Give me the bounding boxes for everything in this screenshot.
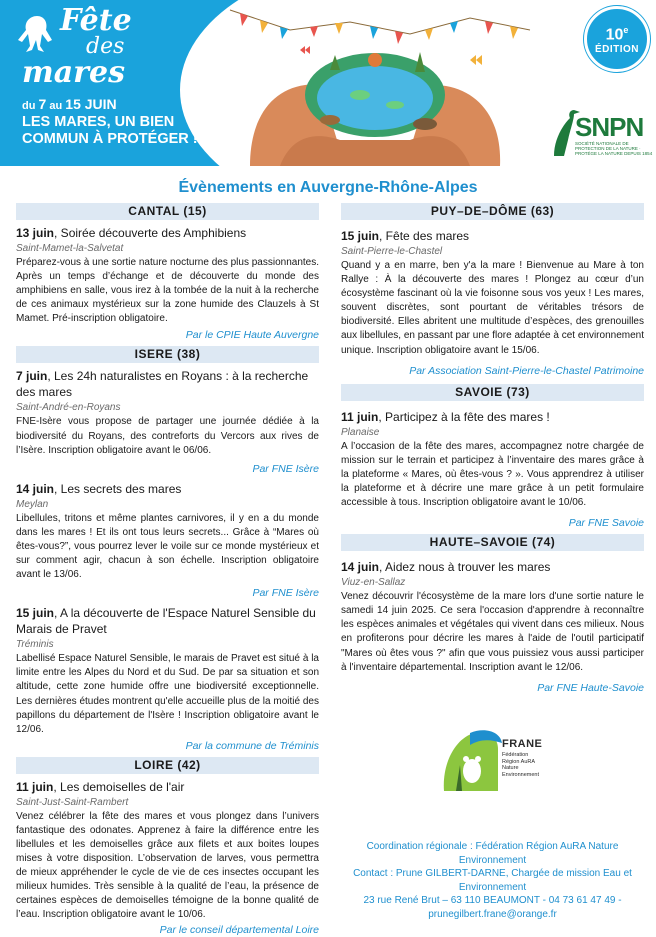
contact-footer [341, 840, 644, 922]
event-card [341, 559, 644, 696]
event-organizer: Par FNE Savoie [568, 517, 644, 530]
page-title: Évènements en Auvergne-Rhône-Alpes [178, 179, 478, 196]
event-dates [22, 96, 117, 112]
event-organizer: Par FNE Isère [252, 587, 319, 600]
event-card [341, 228, 644, 379]
event-place: Tréminis [16, 639, 54, 651]
event-title: 14 juin, Aidez nous à trouver les mares [341, 560, 551, 575]
event-organizer: Par FNE Haute-Savoie [537, 681, 644, 694]
logo-line-mares: mares [22, 55, 125, 90]
dept-header-savoie: SAVOIE (73) [341, 384, 644, 401]
event-card [16, 779, 319, 937]
event-place: Meylan [16, 498, 49, 510]
dept-header-puy-de-dome: PUY–DE–DÔME (63) [341, 203, 644, 220]
event-description: Venez découvrir l'écosystème de la mare lors d'une sortie nature le samedi 14 juin 2025. Ce sera l'occasion d'apprendre à reconnaître les espèces animales et végétales qui vivent dans ces milieux. Nous en profiterons pour décrire les mares à l'aide de l'outil participatif "Mares où êtes vous ?" afin que vous puissiez vous aussi participer à l'inventaire départemental. Inscription avant le 12/06. [341, 591, 644, 673]
dates-end: 15 JUIN [65, 96, 117, 112]
event-organizer: Par le conseil départemental Loire [159, 923, 319, 936]
event-organizer: Par le CPIE Haute Auvergne [185, 329, 319, 342]
event-description: FNE-Isère vous propose de partager une journée dédiée à la biodiversité du Royans, des contreforts du Vercors aux rives de l’Isère. Inscription obligatoire avant le 06/06. [16, 416, 319, 456]
event-description: Labellisé Espace Naturel Sensible, le marais de Pravet est situé à la limite entre les Alpes du Nord et du Sud. De par sa situation et son altitude, cette zone humide offre une biodiversité exceptionnelle. Les dernières études montrent qu'elle accueille plus de la moitié des papillons du département de l'Isère ! Inscription obligatoire avant le 12/06. [16, 653, 319, 735]
event-title: 11 juin, Les demoiselles de l'air [16, 779, 185, 794]
event-description: Venez célébrer la fête des mares et vous plongez dans l’univers fantastique des odonates. Apprenez à faire la différence entre les libellules et les demoiselles grâce aux filets et aux boites loupes mises à votre disposition. L’observation de larves, vous permettra de mieux appréhender le cycle de vie de ces insectes occupant les milieux humides. Très sensible à la qualité de l’eau, la présence de certaines espèces de demoiselles témoigne de la bonne qualité de l’eau. Inscription obligatoire avant le 10/06. [16, 810, 319, 921]
footer-email[interactable]: prunegilbert.frane@orange.fr [428, 908, 557, 920]
event-logo-title [18, 3, 208, 90]
dates-start: 7 [38, 96, 47, 112]
event-description: Quand y a en marre, ben y'a la mare ! Bienvenue au Mare à ton Rallye : À la découverte des mares ! Plongez au cœur d’un écosystème fascinant où la vie foisonne sous vos yeux ! Les mares, souvent discrètes, sont pourtant de véritables trésors de biodiversité. Elles abritent une multitude d’espèces, des grenouilles aux libellules, en passant par une flore adaptée à cet environnement unique. Inscription obligatoire avant le 15/06. [341, 260, 644, 356]
dates-mid: au [49, 100, 63, 112]
logo-line-fete: Fête [60, 3, 132, 38]
dept-header-loire: LOIRE (42) [16, 757, 319, 774]
right-column [341, 203, 644, 700]
event-card [341, 409, 644, 531]
event-title: 15 juin, A la découverte de l'Espace Naturel Sensible du Marais de Pravet [16, 606, 316, 637]
dates-prefix: du [22, 100, 36, 112]
snpn-name: SNPN [575, 112, 644, 142]
event-card [16, 225, 319, 343]
footer-coordination: Coordination régionale : Fédération Région AuRA Nature Environnement [366, 841, 619, 866]
edition-badge [584, 6, 650, 72]
event-slogan: LES MARES, UN BIEN COMMUN À PROTÉGER ! [22, 114, 198, 147]
event-card [16, 481, 319, 601]
event-place: Planaise [341, 426, 380, 438]
event-card [16, 605, 319, 754]
event-organizer: Par FNE Isère [252, 462, 319, 475]
event-place: Saint-André-en-Royans [16, 402, 121, 414]
dept-header-cantal: CANTAL (15) [16, 203, 319, 220]
event-place: Saint-Just-Saint-Rambert [16, 796, 129, 808]
event-place: Saint-Pierre-le-Chastel [341, 246, 443, 257]
footer-address: 23 rue René Brut – 63 110 BEAUMONT - 04 73 61 47 49 - [363, 895, 622, 907]
event-title: 14 juin, Les secrets des mares [16, 481, 182, 496]
event-description: Libellules, tritons et même plantes carnivores, il y en a du monde dans les mares ! Et ils ont tous leurs secrets... Grâce à “Mares où êtes-vous?”, vous pourrez lever le voile sur ce monde mystérieux et sur comment agir, chacun à son échelle. Inscription obligatoire avant le 13/06. [16, 512, 319, 581]
event-title: 11 juin, Participez à la fête des mares ! [341, 409, 550, 424]
event-title: 13 juin, Soirée découverte des Amphibiens [16, 226, 247, 240]
edition-label: ÉDITION [594, 44, 640, 56]
logo-line-des: des [86, 34, 125, 59]
snpn-tagline: SOCIÉTÉ NATIONALE DE PROTECTION DE LA NATURE · PROTÉGE LA NATURE DEPUIS 1854 [575, 141, 653, 156]
event-place: Saint-Mamet-la-Salvetat [16, 243, 124, 254]
event-place: Viuz-en-Sallaz [341, 577, 406, 589]
dept-header-isere: ISERE (38) [16, 346, 319, 363]
event-organizer: Par Association Saint-Pierre-le-Chastel Patrimoine [409, 364, 644, 377]
footer-contact: Contact : Prune GILBERT-DARNE, Chargée de mission Eau et Environnement [353, 868, 632, 893]
hands-pond-illustration [210, 0, 540, 166]
frane-subtitle: Fédération Région AuRA Nature Environnement [502, 752, 539, 778]
event-description: Préparez-vous à une sortie nature nocturne des plus passionnantes. Après un temps d’échange et de découverte du monde des amphibiens en salle, vous irez à la tombée de la nuit à la recherche de ces animaux mystérieux sur la zone humide des Clauzels à St Mamet. Pré-inscription obligatoire. [16, 257, 319, 325]
frane-name: FRANE [502, 738, 543, 750]
edition-number: 10e [605, 25, 629, 44]
header-banner [0, 0, 656, 166]
event-card [16, 368, 319, 476]
event-title: 15 juin, Fête des mares [341, 229, 470, 243]
dept-header-haute-savoie: HAUTE–SAVOIE (74) [341, 534, 644, 551]
event-description: A l’occasion de la fête des mares, accompagnez notre chargée de mission sur le terrain et participez à l’inventaire des mares grâce à la plateforme « Mares, où êtes-vous ? ». Vous apprendrez à utiliser la plateforme et à décrire une mare grâce à un petit formulaire accessible à tous. Inscription obligatoire avant le 10/06. [341, 440, 644, 509]
event-title: 7 juin, Les 24h naturalistes en Royans : à la recherche des mares [16, 369, 309, 400]
event-organizer: Par la commune de Tréminis [185, 739, 319, 752]
left-column [16, 203, 319, 937]
